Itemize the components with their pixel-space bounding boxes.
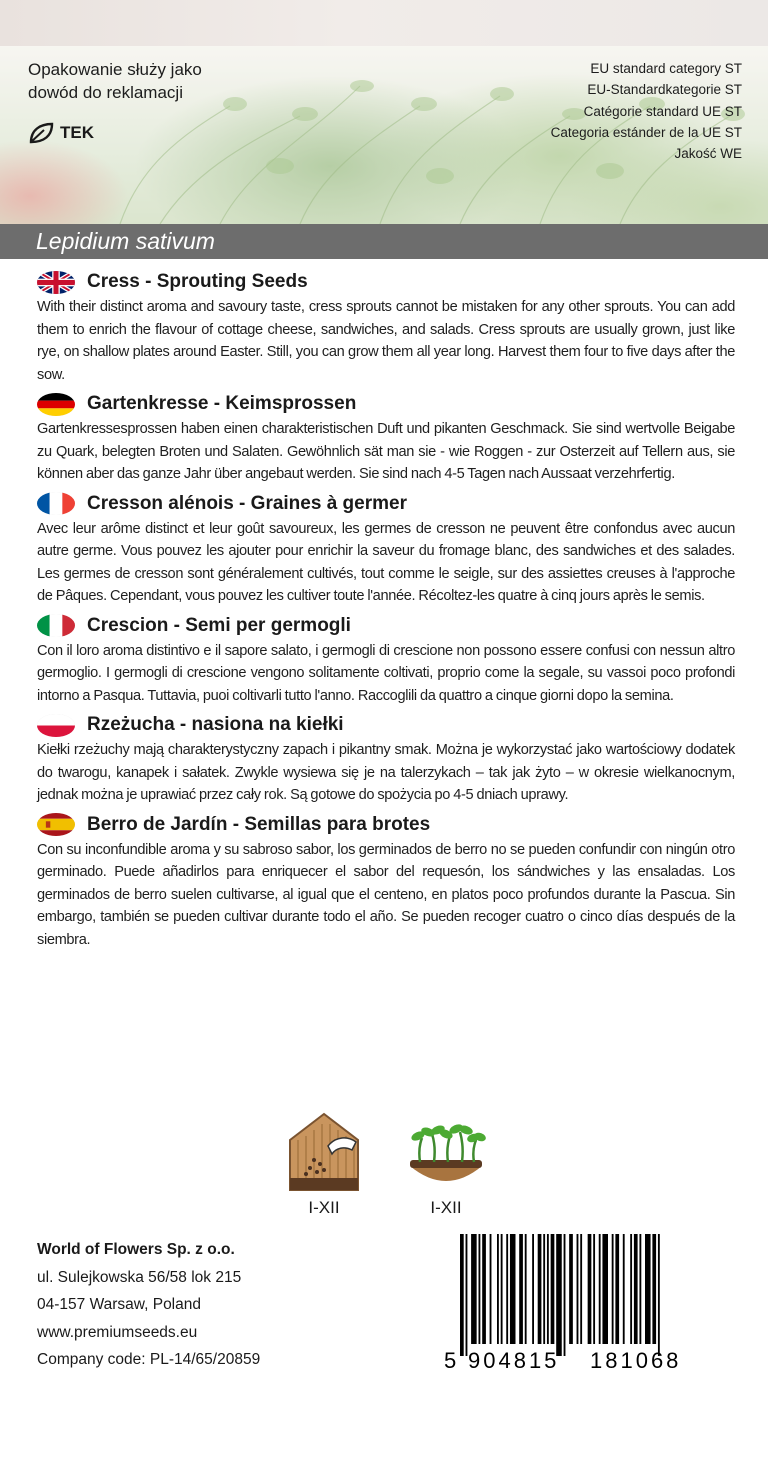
section-title: Berro de Jardín - Semillas para brotes <box>87 813 431 835</box>
section-text: With their distinct aroma and savoury taste, cress sprouts cannot be mistaken for any other sprouts. You can add them to enrich the flavour of cottage cheese, sandwiches, and salads. Cress sprouts are usually grown, just like rye, on shallow plates around Easter. Still, you can grow them all year long. Harvest them four to five days after the sow. <box>37 299 735 383</box>
barcode-bar <box>577 1234 579 1344</box>
harvest-calendar <box>406 1110 486 1218</box>
barcode-bar <box>658 1234 660 1356</box>
barcode-bar <box>543 1234 545 1344</box>
barcode-bar <box>497 1234 499 1344</box>
section-title: Gartenkresse - Keimsprossen <box>87 393 357 414</box>
section-text: Gartenkressesprossen haben einen charakteristischen Duft und pikanten Geschmack. Sie sind wertvolle Beigabe zu Quark, belegten Broten und Salaten. Gewöhnlich sät man sie - wie Roggen - zur Osterzeit auf Tellern aus, sie können aber das ganze Jahr über angebaut werden. Sie sind nach 4-5 Tagen nach Aussaat verzehrfertig. <box>37 421 735 482</box>
france-flag-icon <box>37 492 75 515</box>
barcode-bar <box>490 1234 492 1344</box>
barcode-bar <box>506 1234 508 1344</box>
barcode-bar <box>510 1234 516 1344</box>
barcode-bar <box>630 1234 632 1344</box>
barcode-bar <box>525 1234 527 1344</box>
italy-flag-icon <box>37 614 75 637</box>
company-name: World of Flowers Sp. z o.o. <box>37 1241 235 1258</box>
species-band <box>0 224 768 259</box>
barcode-bar <box>479 1234 481 1344</box>
barcode-bar <box>652 1234 656 1344</box>
barcode-bar <box>599 1234 601 1344</box>
tek-logo <box>28 122 94 144</box>
barcode-bar <box>623 1234 625 1344</box>
section-title: Cress - Sprouting Seeds <box>87 271 308 292</box>
spain-flag-icon <box>37 813 75 836</box>
section-text: Avec leur arôme distinct et leur goût savoureux, les germes de cresson ne peuvent être confondus avec aucun autre germe. Vous pouvez les ajouter pour enrichir la saveur du fromage blanc, des sandwiches et des salades. Les germes de cresson sont généralement cultivés, tout comme le seigle, sur des assiettes creuses à l'approche de Pâques. Cependant, vous pouvez les cultiver toute l'année. Récoltez-les quatre à cinq jours après le semis. <box>37 520 735 604</box>
barcode-bar <box>556 1234 562 1356</box>
barcode-bar <box>538 1234 542 1344</box>
complaint-line-1: Opakowanie służy jako <box>28 60 202 79</box>
species-name: Lepidium sativum <box>36 228 215 254</box>
barcode-bar <box>593 1234 595 1344</box>
standards-list <box>551 58 742 164</box>
barcode <box>438 1234 710 1374</box>
cultivation-icons <box>0 1110 768 1230</box>
standard-line: Jakość WE <box>674 146 742 162</box>
section-spanish <box>37 811 735 952</box>
germany-flag-icon <box>37 393 75 416</box>
section-german <box>37 390 735 486</box>
sowing-months: I-XII <box>308 1198 340 1217</box>
barcode-bar <box>564 1234 566 1356</box>
company-code: Company code: PL-14/65/20859 <box>37 1351 261 1368</box>
barcode-bar <box>612 1234 614 1344</box>
section-title: Rzeżucha - nasiona na kiełki <box>87 714 344 735</box>
indoor-sowing-icon <box>284 1110 364 1192</box>
section-italian <box>37 612 735 708</box>
barcode-bar <box>602 1234 608 1344</box>
descriptions <box>37 268 735 955</box>
barcode-bar <box>615 1234 619 1344</box>
standard-line: Catégorie standard UE ST <box>583 103 742 119</box>
barcode-bar <box>634 1234 638 1344</box>
barcode-bar <box>501 1234 503 1344</box>
barcode-bar <box>569 1234 573 1344</box>
barcode-bar <box>588 1234 592 1344</box>
section-title: Crescion - Semi per germogli <box>87 614 351 636</box>
uk-flag-icon <box>37 271 75 294</box>
section-text: Con il loro aroma distintivo e il sapore salato, i germogli di crescione non possono essere confusi con nessun altro germoglio. I germogli di crescione vengono solitamente coltivati, proprio come la segale, su vassoi poco profondi intorno a Pasqua. Tuttavia, puoi coltivarli tutto l'anno. Raccoglili da quattro a cinque giorni dopo la semina. <box>37 642 735 704</box>
barcode-bar <box>580 1234 582 1344</box>
company-city: 04-157 Warsaw, Poland <box>37 1296 201 1313</box>
sprouts-harvest-icon <box>406 1110 486 1192</box>
barcode-left-digits: 904815 <box>468 1348 560 1373</box>
harvest-months: I-XII <box>430 1198 462 1217</box>
section-french <box>37 490 735 608</box>
company-street: ul. Sulejkowska 56/58 lok 215 <box>37 1268 242 1286</box>
standard-line: Categoria estánder de la UE ST <box>550 124 742 140</box>
section-polish <box>37 711 735 807</box>
barcode-first-digit: 5 <box>444 1348 457 1373</box>
poland-flag-icon <box>37 714 75 737</box>
barcode-bar <box>460 1234 464 1356</box>
barcode-bar <box>532 1234 534 1344</box>
company-website: www.premiumseeds.eu <box>37 1323 198 1341</box>
sowing-calendar <box>284 1110 364 1218</box>
barcode-right-digits: 181068 <box>590 1348 682 1373</box>
section-text: Con su inconfundible aroma y su sabroso sabor, los germinados de berro no se pueden confundir con ningún otro germinado. Puede añadirlos para enriquecer el sabor del requesón, los sándwiches y las ensaladas. Los germinados de berro suelen cultivarse, al igual que el centeno, en platos poco profundos durante la Pascua. Sin embargo, también se pueden cultivar durante todo el año. Se pueden recoger cuatro o cinco días después de la siembra. <box>37 841 735 948</box>
header-photo <box>0 46 768 224</box>
barcode-bar <box>639 1234 641 1344</box>
tek-label: TEK <box>60 123 94 142</box>
barcode-bar <box>547 1234 549 1344</box>
barcode-bar <box>519 1234 523 1344</box>
leaf-icon <box>28 122 54 144</box>
barcode-bar <box>466 1234 468 1356</box>
top-strip <box>0 0 768 46</box>
section-english <box>37 268 735 386</box>
complaint-line-2: dowód do reklamacji <box>28 83 183 102</box>
complaint-notice <box>28 58 202 104</box>
standard-line: EU standard category ST <box>590 61 742 76</box>
barcode-bar <box>471 1234 477 1344</box>
barcode-bar <box>551 1234 555 1344</box>
barcode-bar <box>482 1234 486 1344</box>
barcode-bar <box>645 1234 651 1344</box>
section-title: Cresson alénois - Graines à germer <box>87 492 407 514</box>
company-info <box>37 1236 260 1374</box>
section-text: Kiełki rzeżuchy mają charakterystyczny zapach i pikantny smak. Można je wykorzystać jako wartościowy dodatek do twarogu, kanapek i sałatek. Zwykle wysiewa się je na talerzykach – tak jak żyto – w okresie wielkanocnym, jednak można je uprawiać przez cały rok. Są gotowe do spożycia po 4-5 dniach uprawy. <box>37 742 735 803</box>
standard-line: EU-Standardkategorie ST <box>587 82 742 98</box>
